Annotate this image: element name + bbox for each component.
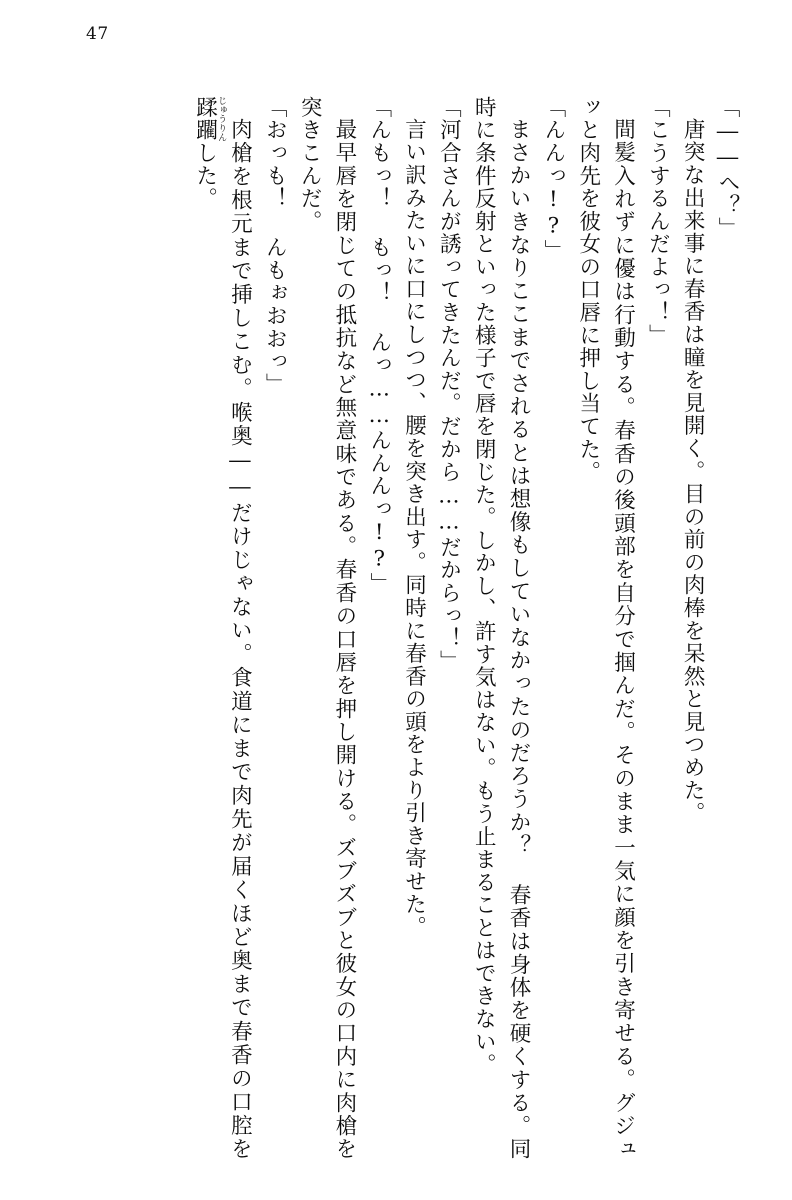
ruby-reading: じゅうりん [216, 96, 227, 142]
paragraph: 「んもっ！ もっ！ んっ……んんんっ!?」 [366, 96, 392, 596]
paragraph: 唐突な出来事に春香は瞳を見開く。目の前の肉棒を呆然と見つめた。 [680, 117, 706, 824]
paragraph: 「河合さんが誘ってきたんだ。だから……だからっ！」 [436, 96, 462, 673]
paragraph: 「んんっ!?」 [540, 96, 566, 263]
paragraph: 「――へ？」 [715, 96, 740, 240]
ruby-annotation: 蹂躙じゅうりん [192, 96, 227, 142]
page-number: 47 [86, 24, 109, 44]
paragraph-text-tail: した。 [192, 141, 218, 210]
paragraph: 「おっも！ んもぉおおっ」 [262, 96, 288, 396]
paragraph: まさかいきなりここまでされるとは想像もしていなかったのだろうか？ 春香は身体を硬くする。同時に条件反射といった様子で唇を閉じた。しかし、許す気はない。もう止まることはできない。 [471, 96, 532, 1160]
paragraph-text-head: 肉槍を根元まで挿しこむ。喉奥――だけじゃない。食道にまで肉先が届くほど奥まで春香の口腔を [227, 117, 253, 1160]
paragraph-with-ruby [187, 96, 257, 1160]
paragraph: 言い訳みたいに口にしつつ、腰を突き出す。同時に春香の頭をより引き寄せた。 [401, 117, 427, 938]
page-body-text [54, 96, 744, 1160]
paragraph: 「こうするんだよっ！」 [645, 96, 671, 347]
paragraph: 最早唇を閉じての抵抗など無意味である。春香の口唇を押し開ける。ズブズブと彼女の口内に肉槍を突きこんだ。 [297, 96, 357, 1160]
paragraph: 間髪入れずに優は行動する。春香の後頭部を自分で掴んだ。そのまま一気に顔を引き寄せる。グジュッと肉先を彼女の口唇に押し当てた。 [575, 96, 636, 1160]
